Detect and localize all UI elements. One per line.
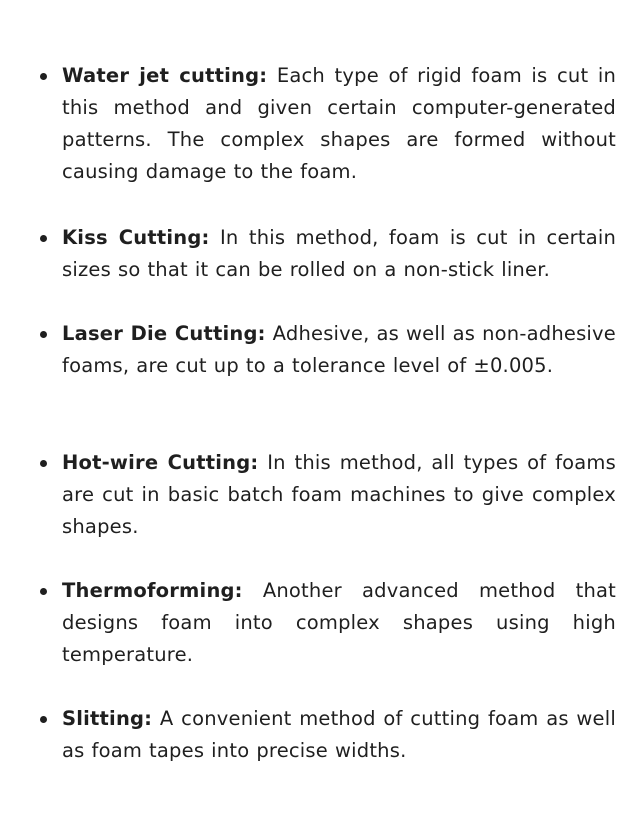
item-term: Laser Die Cutting: xyxy=(62,322,266,345)
list-item-thermoforming xyxy=(62,575,616,671)
list-item-laser-die-cutting xyxy=(62,318,616,382)
bullet-icon xyxy=(40,588,47,595)
item-term: Kiss Cutting: xyxy=(62,226,210,249)
bullet-icon xyxy=(40,716,47,723)
item-description: Each type of rigid foam is cut in this method and given certain computer-generated patterns. The complex shapes are formed without causing damage to the foam. xyxy=(62,64,617,183)
list-item-slitting xyxy=(62,703,616,767)
bullet-icon xyxy=(40,235,47,242)
bullet-icon xyxy=(40,331,47,338)
item-description: Another advanced method that designs foam into complex shapes using high temperature. xyxy=(62,579,616,666)
item-term: Thermoforming: xyxy=(62,579,243,602)
list-item-kiss-cutting xyxy=(62,222,616,286)
bullet-icon xyxy=(40,460,47,467)
item-term: Hot-wire Cutting: xyxy=(62,451,259,474)
list-item-hot-wire-cutting xyxy=(62,447,616,543)
item-description: In this method, foam is cut in certain sizes so that it can be rolled on a non-stick liner. xyxy=(62,226,617,281)
list-item-water-jet-cutting xyxy=(62,60,616,188)
item-description: A convenient method of cutting foam as well as foam tapes into precise widths. xyxy=(62,707,616,762)
item-description: In this method, all types of foams are cut in basic batch foam machines to give complex shapes. xyxy=(62,451,616,538)
item-term: Water jet cutting: xyxy=(62,64,268,87)
item-term: Slitting: xyxy=(62,707,153,730)
bullet-icon xyxy=(40,73,47,80)
item-description: Adhesive, as well as non-adhesive foams, are cut up to a tolerance level of ±0.005. xyxy=(62,322,616,377)
